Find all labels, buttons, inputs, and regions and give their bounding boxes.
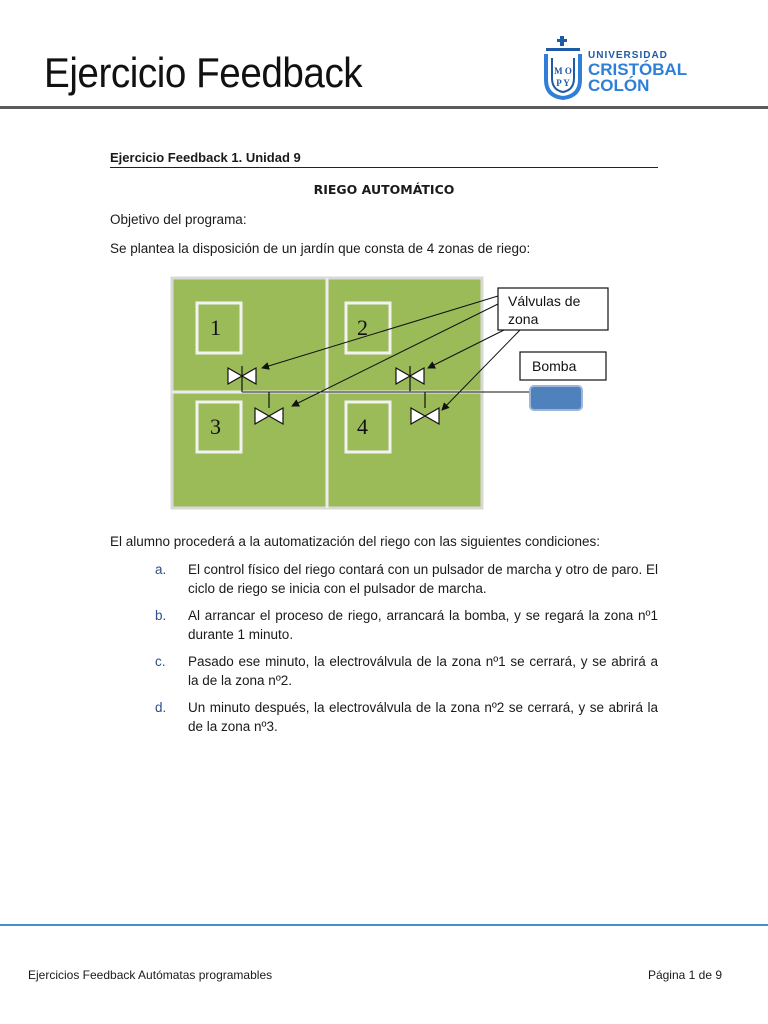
- list-item: [110, 698, 658, 736]
- list-item-text: Pasado ese minuto, la electroválvula de la zona nº1 se cerrará, y se abrirá a la de la zona nº2.: [188, 654, 658, 688]
- garden-diagram: [170, 276, 615, 512]
- list-item-text: Un minuto después, la electroválvula de la zona nº2 se cerrará, y se abrirá la de la zona nº3.: [188, 700, 658, 734]
- intro-paragraph: Se plantea la disposición de un jardín que consta de 4 zonas de riego:: [110, 241, 531, 256]
- list-item: [110, 560, 658, 598]
- list-item-text: Al arrancar el proceso de riego, arrancará la bomba, y se regará la zona nº1 durante 1 minuto.: [188, 608, 658, 642]
- conditions-intro: El alumno procederá a la automatización del riego con las siguientes condiciones:: [110, 534, 601, 549]
- page-title: Ejercicio Feedback: [44, 49, 363, 96]
- exercise-heading: Ejercicio Feedback 1. Unidad 9: [110, 150, 658, 168]
- zone-number-4: 4: [357, 414, 368, 439]
- pump-label: Bomba: [532, 358, 577, 374]
- valves-label-line1: Válvulas de: [508, 293, 581, 309]
- svg-text:P Y: P Y: [556, 78, 570, 88]
- list-item: [110, 606, 658, 644]
- page-number: Página 1 de 9: [647, 968, 722, 982]
- conditions-list: [110, 560, 658, 744]
- zone-number-1: 1: [210, 315, 221, 340]
- logo-line-cristobal: CRISTÓBAL: [588, 60, 688, 79]
- zone-box-4: [346, 402, 390, 452]
- list-marker: b.: [155, 608, 167, 623]
- exercise-title: RIEGO AUTOMÁTICO: [313, 182, 455, 197]
- list-marker: a.: [155, 562, 167, 577]
- zone-number-3: 3: [210, 414, 221, 439]
- header-divider: [0, 106, 768, 109]
- svg-text:M O: M O: [554, 66, 572, 76]
- list-item: [110, 652, 658, 690]
- zone-number-2: 2: [357, 315, 368, 340]
- footer-divider: [0, 924, 768, 926]
- list-item-text: El control físico del riego contará con un pulsador de marcha y otro de paro. El ciclo de riego se inicia con el pulsador de marcha.: [188, 562, 658, 596]
- footer-document-title: Ejercicios Feedback Autómatas programables: [28, 968, 273, 982]
- logo-line-colon: COLÓN: [588, 76, 650, 95]
- list-marker: c.: [155, 654, 166, 669]
- valves-label-line2: zona: [508, 311, 539, 327]
- crest-icon: [540, 36, 588, 100]
- objective-label: Objetivo del programa:: [110, 212, 247, 227]
- pump-icon: [530, 386, 582, 410]
- university-logo: [540, 36, 695, 100]
- logo-line-universidad: UNIVERSIDAD: [588, 50, 668, 61]
- list-marker: d.: [155, 700, 167, 715]
- zone-box-2: [346, 303, 390, 353]
